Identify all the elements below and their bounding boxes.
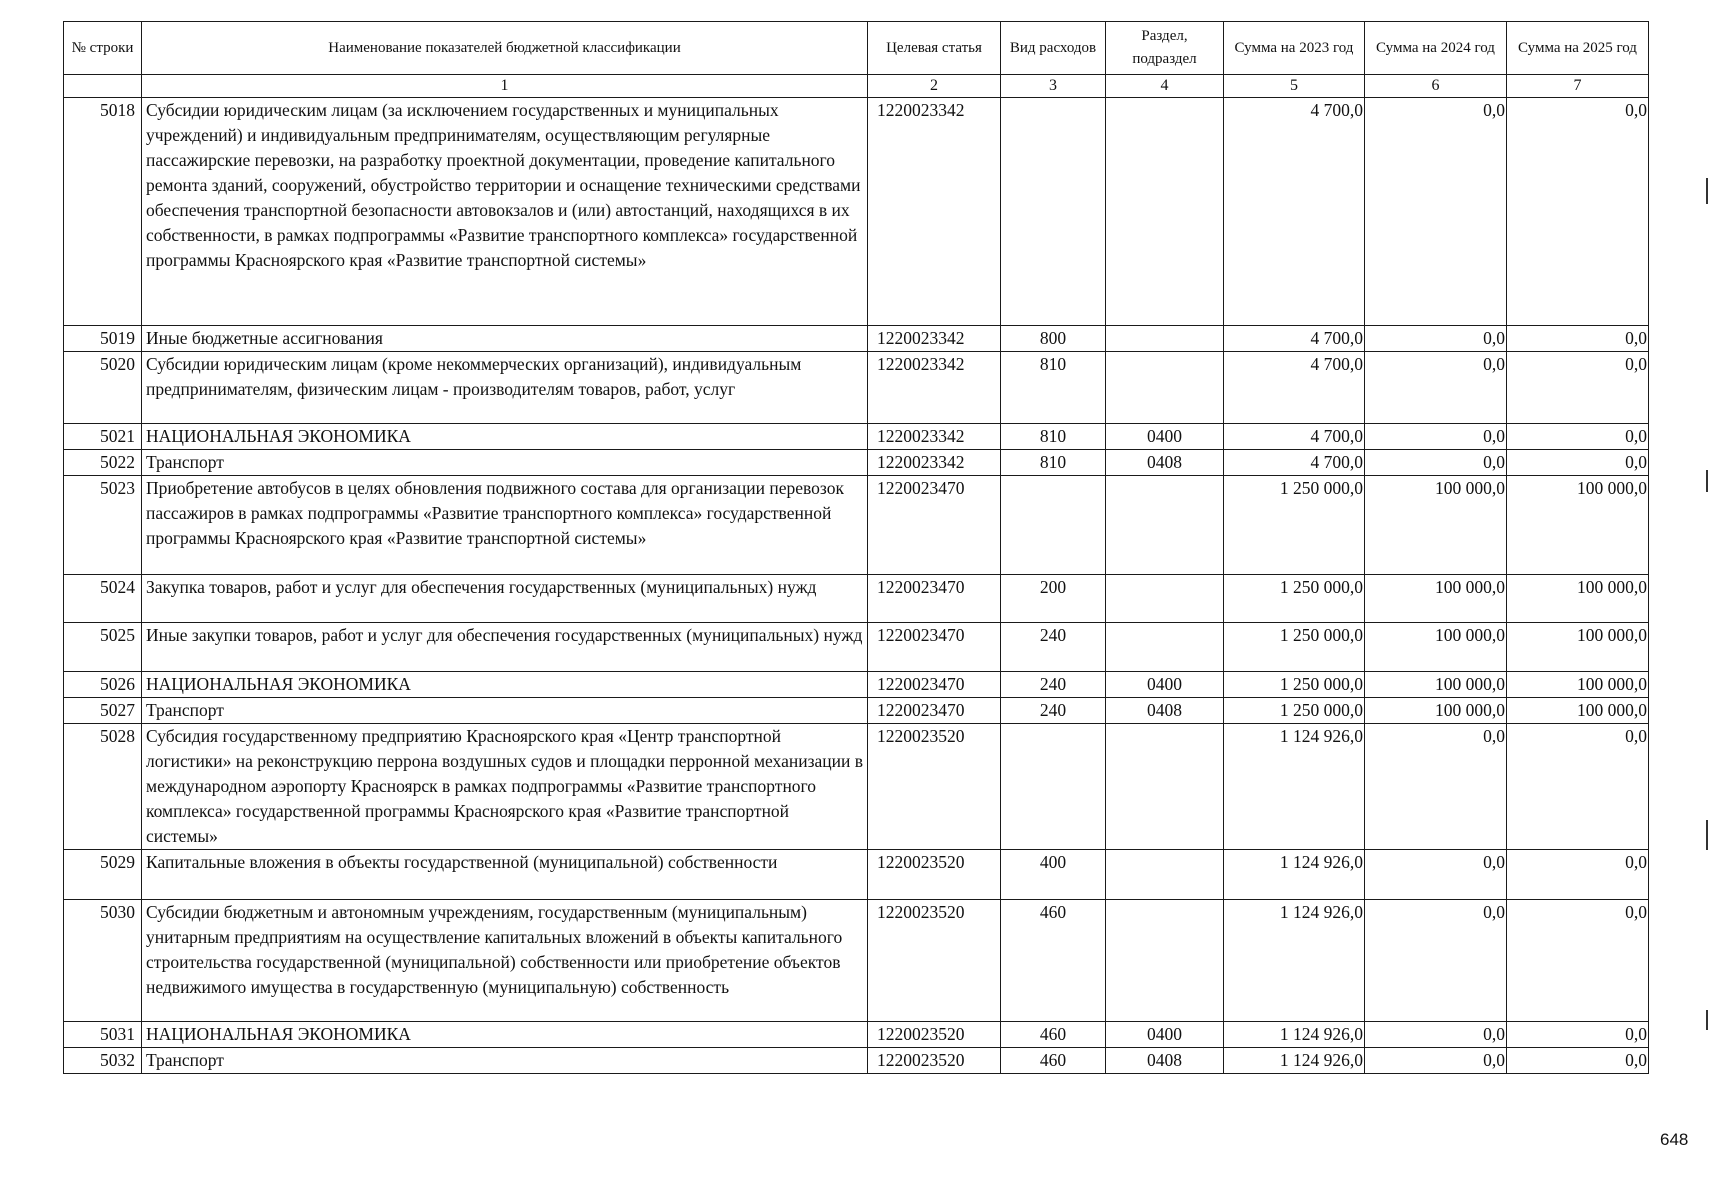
expense-type: 400: [1001, 850, 1106, 900]
header-sum-2023: Сумма на 2023 год: [1224, 22, 1365, 75]
header-expense-type: Вид расходов: [1001, 22, 1106, 75]
sum-2024: 0,0: [1365, 1048, 1507, 1074]
indicator-name: Капитальные вложения в объекты государственной (муниципальной) собственности: [142, 850, 868, 900]
column-number: [64, 75, 142, 98]
sum-2024: 100 000,0: [1365, 672, 1507, 698]
indicator-name: Иные закупки товаров, работ и услуг для обеспечения государственных (муниципальных) нужд: [142, 623, 868, 672]
target-article: 1220023520: [868, 1048, 1001, 1074]
sum-2023: 1 124 926,0: [1224, 900, 1365, 1022]
sum-2025: 0,0: [1507, 326, 1649, 352]
sum-2024: 0,0: [1365, 98, 1507, 326]
sum-2025: 0,0: [1507, 352, 1649, 424]
section-code: [1106, 900, 1224, 1022]
target-article: 1220023520: [868, 724, 1001, 850]
sum-2023: 4 700,0: [1224, 424, 1365, 450]
expense-type: 240: [1001, 623, 1106, 672]
table-row: [64, 575, 1649, 623]
expense-type: 460: [1001, 1048, 1106, 1074]
target-article: 1220023520: [868, 850, 1001, 900]
indicator-name: НАЦИОНАЛЬНАЯ ЭКОНОМИКА: [142, 424, 868, 450]
column-number: 3: [1001, 75, 1106, 98]
table-row: [64, 424, 1649, 450]
target-article: 1220023520: [868, 900, 1001, 1022]
row-number: 5024: [64, 575, 142, 623]
row-number: 5030: [64, 900, 142, 1022]
target-article: 1220023520: [868, 1022, 1001, 1048]
sum-2023: 4 700,0: [1224, 98, 1365, 326]
indicator-name: Приобретение автобусов в целях обновления подвижного состава для организации перевозок пассажиров в рамках подпрограммы «Развитие транспортного комплекса» государственной программы Красноярского края «Развитие транспортной системы»: [142, 476, 868, 575]
expense-type: [1001, 476, 1106, 575]
sum-2025: 0,0: [1507, 450, 1649, 476]
section-code: 0400: [1106, 424, 1224, 450]
header-target-article: Целевая статья: [868, 22, 1001, 75]
table-row: [64, 698, 1649, 724]
table-row: [64, 672, 1649, 698]
header-sum-2024: Сумма на 2024 год: [1365, 22, 1507, 75]
expense-type: [1001, 724, 1106, 850]
table-row: [64, 1022, 1649, 1048]
section-code: [1106, 623, 1224, 672]
sum-2024: 0,0: [1365, 850, 1507, 900]
row-number: 5029: [64, 850, 142, 900]
target-article: 1220023470: [868, 476, 1001, 575]
section-code: [1106, 850, 1224, 900]
indicator-name: Закупка товаров, работ и услуг для обеспечения государственных (муниципальных) нужд: [142, 575, 868, 623]
table-row: [64, 98, 1649, 326]
indicator-name: Транспорт: [142, 698, 868, 724]
expense-type: 460: [1001, 1022, 1106, 1048]
sum-2023: 1 124 926,0: [1224, 850, 1365, 900]
target-article: 1220023342: [868, 352, 1001, 424]
section-code: 0408: [1106, 1048, 1224, 1074]
target-article: 1220023470: [868, 623, 1001, 672]
sum-2023: 1 124 926,0: [1224, 1022, 1365, 1048]
sum-2023: 1 250 000,0: [1224, 623, 1365, 672]
target-article: 1220023342: [868, 98, 1001, 326]
page-number: 648: [1660, 1130, 1689, 1149]
row-number: 5019: [64, 326, 142, 352]
expense-type: 240: [1001, 698, 1106, 724]
sum-2023: 1 250 000,0: [1224, 575, 1365, 623]
indicator-name: НАЦИОНАЛЬНАЯ ЭКОНОМИКА: [142, 1022, 868, 1048]
target-article: 1220023342: [868, 326, 1001, 352]
table-row: [64, 724, 1649, 850]
target-article: 1220023470: [868, 672, 1001, 698]
expense-type: [1001, 98, 1106, 326]
target-article: 1220023342: [868, 424, 1001, 450]
sum-2025: 0,0: [1507, 900, 1649, 1022]
sum-2024: 100 000,0: [1365, 476, 1507, 575]
section-code: [1106, 326, 1224, 352]
row-number: 5020: [64, 352, 142, 424]
header-row-number: № строки: [64, 22, 142, 75]
row-number: 5018: [64, 98, 142, 326]
expense-type: 200: [1001, 575, 1106, 623]
expense-type: 240: [1001, 672, 1106, 698]
indicator-name: Субсидии юридическим лицам (кроме некоммерческих организаций), индивидуальным предпринимателям, физическим лицам - производителям товаров, работ, услуг: [142, 352, 868, 424]
expense-type: 810: [1001, 424, 1106, 450]
header-sum-2025: Сумма на 2025 год: [1507, 22, 1649, 75]
sum-2025: 100 000,0: [1507, 575, 1649, 623]
sum-2024: 100 000,0: [1365, 623, 1507, 672]
budget-table: [63, 21, 1649, 1074]
section-code: [1106, 724, 1224, 850]
section-code: 0408: [1106, 698, 1224, 724]
indicator-name: Транспорт: [142, 1048, 868, 1074]
target-article: 1220023470: [868, 575, 1001, 623]
row-number: 5026: [64, 672, 142, 698]
sum-2024: 0,0: [1365, 326, 1507, 352]
row-number: 5021: [64, 424, 142, 450]
section-code: 0408: [1106, 450, 1224, 476]
table-row: [64, 450, 1649, 476]
target-article: 1220023470: [868, 698, 1001, 724]
scan-margin-mark: [1706, 178, 1708, 204]
sum-2025: 0,0: [1507, 850, 1649, 900]
sum-2024: 0,0: [1365, 450, 1507, 476]
expense-type: 800: [1001, 326, 1106, 352]
sum-2025: 0,0: [1507, 1048, 1649, 1074]
sum-2025: 0,0: [1507, 424, 1649, 450]
header-row: [64, 22, 1649, 75]
row-number: 5031: [64, 1022, 142, 1048]
sum-2023: 4 700,0: [1224, 352, 1365, 424]
header-section: Раздел, подраздел: [1106, 22, 1224, 75]
section-code: [1106, 98, 1224, 326]
indicator-name: Субсидии юридическим лицам (за исключением государственных и муниципальных учреждений) и индивидуальным предпринимателям, осуществляющим регулярные пассажирские перевозки, на разработку проектной документации, проведение капитального ремонта зданий, сооружений, обустройство территории и оснащение техническими средствами обеспечения транспортной безопасности автовокзалов и (или) автостанций, находящихся в их собственности, в рамках подпрограммы «Развитие транспортного комплекса» государственной программы Красноярского края «Развитие транспортной системы»: [142, 98, 868, 326]
indicator-name: Иные бюджетные ассигнования: [142, 326, 868, 352]
sum-2025: 0,0: [1507, 1022, 1649, 1048]
column-number-row: [64, 75, 1649, 98]
section-code: [1106, 352, 1224, 424]
sum-2023: 1 124 926,0: [1224, 724, 1365, 850]
indicator-name: Субсидии бюджетным и автономным учреждениям, государственным (муниципальным) унитарным предприятиям на осуществление капитальных вложений в объекты капитального строительства государственной (муниципальной) собственности или приобретение объектов недвижимого имущества в государственную (муниципальную) собственность: [142, 900, 868, 1022]
sum-2024: 0,0: [1365, 724, 1507, 850]
sum-2025: 0,0: [1507, 724, 1649, 850]
section-code: [1106, 476, 1224, 575]
table-body: [64, 98, 1649, 1074]
sum-2024: 0,0: [1365, 900, 1507, 1022]
expense-type: 810: [1001, 450, 1106, 476]
sum-2024: 0,0: [1365, 424, 1507, 450]
table-row: [64, 850, 1649, 900]
expense-type: 460: [1001, 900, 1106, 1022]
table-row: [64, 1048, 1649, 1074]
sum-2023: 4 700,0: [1224, 326, 1365, 352]
column-number: 2: [868, 75, 1001, 98]
column-number: 6: [1365, 75, 1507, 98]
sum-2024: 0,0: [1365, 352, 1507, 424]
row-number: 5028: [64, 724, 142, 850]
sum-2025: 100 000,0: [1507, 623, 1649, 672]
column-number: 7: [1507, 75, 1649, 98]
column-number: 4: [1106, 75, 1224, 98]
sum-2024: 100 000,0: [1365, 698, 1507, 724]
sum-2023: 1 250 000,0: [1224, 672, 1365, 698]
scan-margin-mark: [1706, 820, 1708, 850]
sum-2024: 0,0: [1365, 1022, 1507, 1048]
table-row: [64, 476, 1649, 575]
section-code: 0400: [1106, 1022, 1224, 1048]
column-number: 1: [142, 75, 868, 98]
indicator-name: Транспорт: [142, 450, 868, 476]
table-row: [64, 352, 1649, 424]
row-number: 5027: [64, 698, 142, 724]
row-number: 5025: [64, 623, 142, 672]
row-number: 5032: [64, 1048, 142, 1074]
column-number: 5: [1224, 75, 1365, 98]
sum-2025: 100 000,0: [1507, 476, 1649, 575]
table-row: [64, 623, 1649, 672]
table-row: [64, 326, 1649, 352]
row-number: 5022: [64, 450, 142, 476]
sum-2023: 1 124 926,0: [1224, 1048, 1365, 1074]
sum-2024: 100 000,0: [1365, 575, 1507, 623]
sum-2023: 4 700,0: [1224, 450, 1365, 476]
indicator-name: Субсидия государственному предприятию Красноярского края «Центр транспортной логистики» на реконструкцию перрона воздушных судов и площадки перронной механизации в международном аэропорту Красноярск в рамках подпрограммы «Развитие транспортного комплекса» государственной программы Красноярского края «Развитие транспортной системы»: [142, 724, 868, 850]
sum-2023: 1 250 000,0: [1224, 698, 1365, 724]
scan-margin-mark: [1706, 1010, 1708, 1030]
expense-type: 810: [1001, 352, 1106, 424]
indicator-name: НАЦИОНАЛЬНАЯ ЭКОНОМИКА: [142, 672, 868, 698]
sum-2025: 100 000,0: [1507, 698, 1649, 724]
table-row: [64, 900, 1649, 1022]
sum-2023: 1 250 000,0: [1224, 476, 1365, 575]
target-article: 1220023342: [868, 450, 1001, 476]
section-code: 0400: [1106, 672, 1224, 698]
sum-2025: 100 000,0: [1507, 672, 1649, 698]
header-name: Наименование показателей бюджетной классификации: [142, 22, 868, 75]
section-code: [1106, 575, 1224, 623]
sum-2025: 0,0: [1507, 98, 1649, 326]
scan-margin-mark: [1706, 470, 1708, 492]
row-number: 5023: [64, 476, 142, 575]
